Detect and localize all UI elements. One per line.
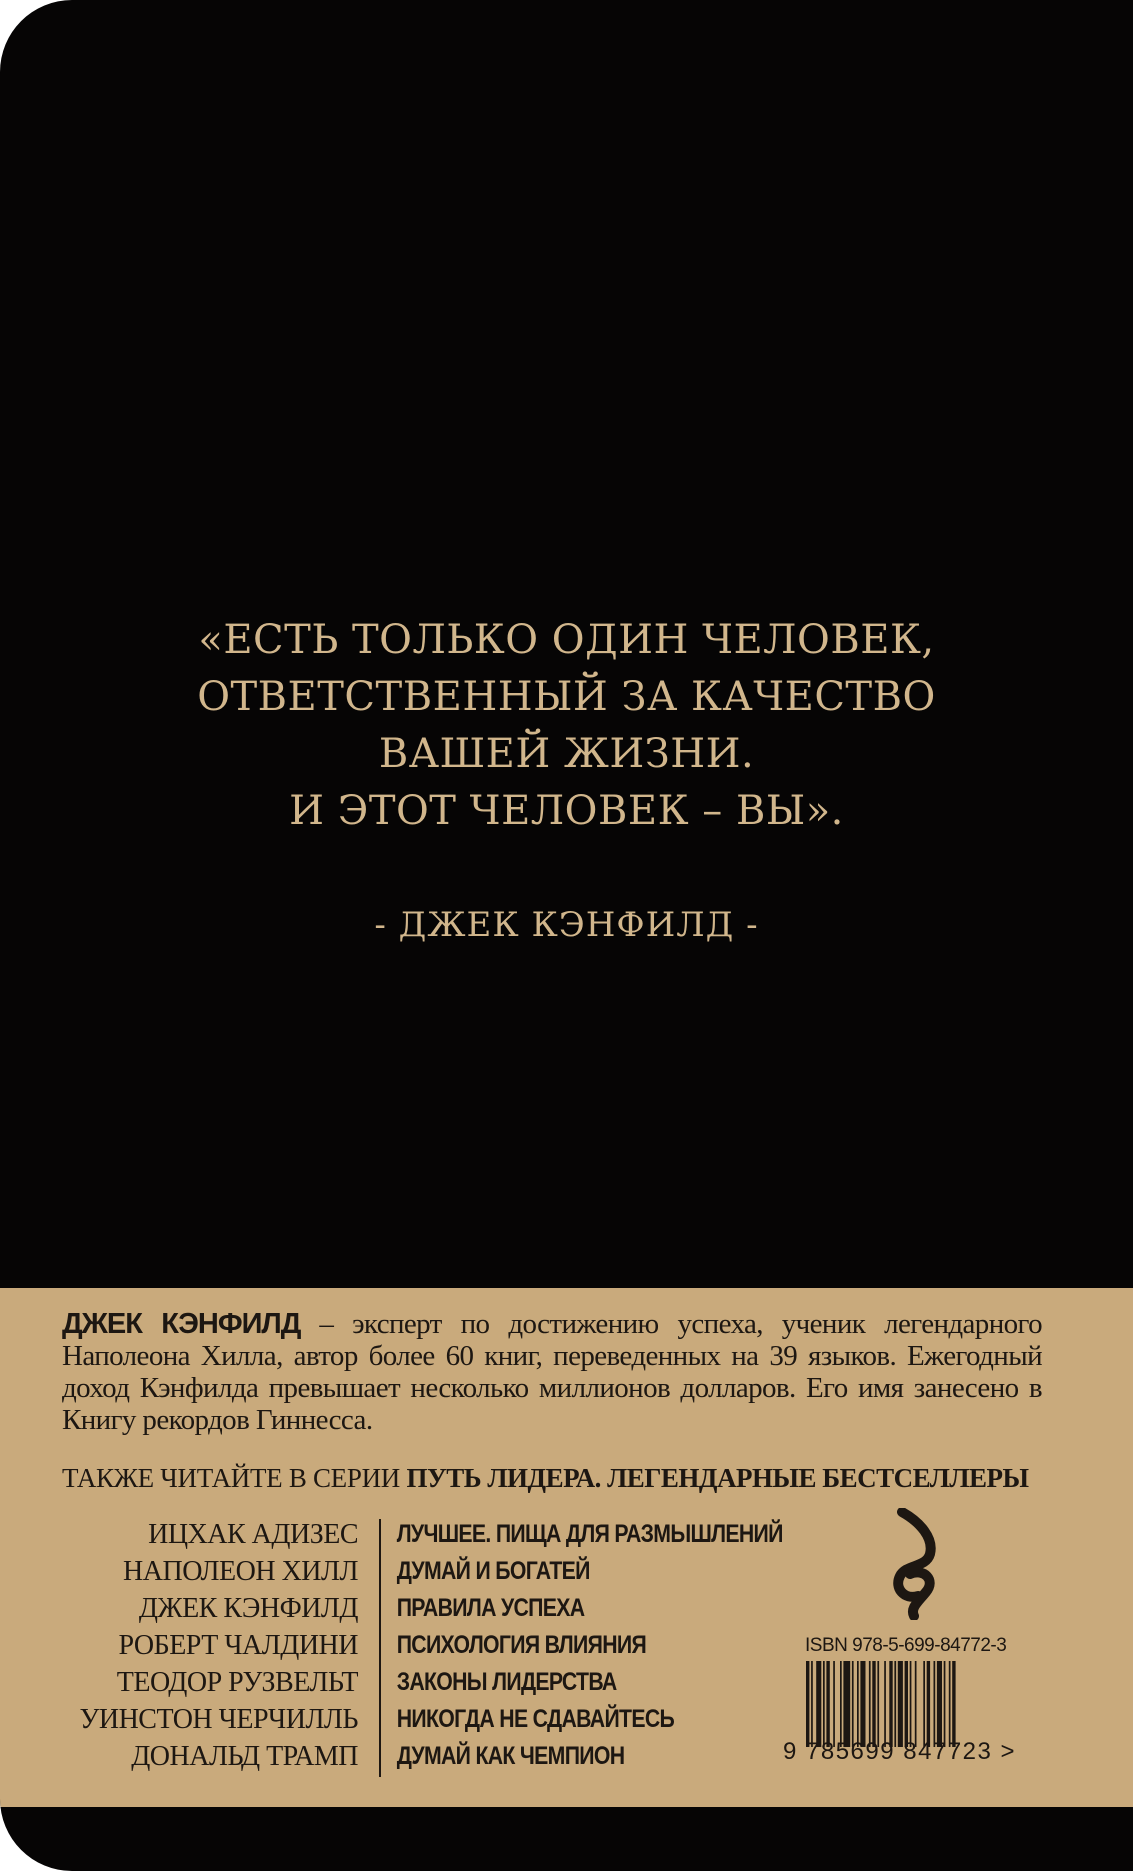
barcode-bar	[934, 1661, 936, 1747]
list-item	[40, 1590, 854, 1627]
barcode-bar	[905, 1661, 908, 1747]
barcode-bar	[927, 1661, 930, 1747]
book-author: ТЕОДОР РУЗВЕЛЬТ	[116, 1666, 358, 1698]
book-title: ЛУЧШЕЕ. ПИЩА ДЛЯ РАЗМЫШЛЕНИЙ	[396, 1520, 783, 1548]
barcode-bar	[889, 1661, 892, 1747]
bio-name: ДЖЕК КЭНФИЛД	[62, 1308, 301, 1340]
list-item	[40, 1701, 854, 1738]
list-item	[40, 1664, 854, 1701]
book-title: ПРАВИЛА УСПЕХА	[396, 1594, 585, 1622]
barcode-bar	[877, 1661, 879, 1747]
barcode-bar	[843, 1661, 850, 1747]
info-band	[0, 1288, 1133, 1807]
quote	[0, 612, 1133, 840]
barcode-bar	[937, 1661, 942, 1747]
barcode-bar	[894, 1661, 896, 1747]
barcode	[806, 1661, 1026, 1747]
book-author: ИЦХАК АДИЗЕС	[148, 1518, 358, 1550]
barcode-bar	[857, 1661, 859, 1747]
book-author: ДЖЕК КЭНФИЛД	[138, 1592, 358, 1624]
series-name: ПУТЬ ЛИДЕРА. ЛЕГЕНДАРНЫЕ БЕСТСЕЛЛЕРЫ	[406, 1463, 1029, 1493]
book-author: РОБЕРТ ЧАЛДИНИ	[118, 1629, 358, 1661]
list-item	[40, 1553, 854, 1590]
barcode-bar	[915, 1661, 917, 1747]
barcode-bar	[833, 1661, 835, 1747]
quote-line: ВАШЕЙ ЖИЗНИ.	[378, 731, 755, 777]
publisher-logo-icon	[880, 1508, 950, 1620]
quote-line: «ЕСТЬ ТОЛЬКО ОДИН ЧЕЛОВЕК,	[198, 617, 935, 663]
barcode-bar	[872, 1661, 875, 1747]
isbn-text: ISBN 978-5-699-84772-3	[805, 1635, 1007, 1656]
list-item	[40, 1738, 854, 1775]
series-prefix: ТАКЖЕ ЧИТАЙТЕ В СЕРИИ	[62, 1463, 407, 1493]
barcode-bar	[852, 1661, 854, 1747]
barcode-bar	[944, 1661, 946, 1747]
book-author: НАПОЛЕОН ХИЛЛ	[123, 1555, 358, 1587]
barcode-bar	[823, 1661, 825, 1747]
barcode-bar	[860, 1661, 865, 1747]
list-item	[40, 1516, 854, 1553]
quote-author: - ДЖЕК КЭНФИЛД -	[374, 905, 759, 945]
barcode-bar	[806, 1661, 809, 1747]
book-author: УИНСТОН ЧЕРЧИЛЛЬ	[79, 1703, 358, 1735]
barcode-bar	[898, 1661, 903, 1747]
bio-text: – эксперт по достижению успеха, ученик легендарного Наполеона Хилла, автор более 60 книг, переведенных на 39 языков. Ежегодный доход Кэнфилда превышает несколько миллионов долларов. Его имя занесено в Книгу рекордов Гиннесса.	[62, 1308, 1043, 1436]
book-title: ЗАКОНЫ ЛИДЕРСТВА	[396, 1668, 617, 1696]
quote-line: И ЭТОТ ЧЕЛОВЕК – ВЫ».	[289, 788, 844, 834]
book-list	[40, 1516, 854, 1775]
barcode-bar	[869, 1661, 871, 1747]
book-title: ДУМАЙ КАК ЧЕМПИОН	[396, 1742, 625, 1770]
quote-line: ОТВЕТСТВЕННЫЙ ЗА КАЧЕСТВО	[197, 674, 936, 720]
list-item	[40, 1627, 854, 1664]
barcode-bar	[949, 1661, 951, 1747]
book-title: ДУМАЙ И БОГАТЕЙ	[396, 1557, 590, 1585]
barcode-bar	[952, 1661, 955, 1747]
book-author: ДОНАЛЬД ТРАМП	[131, 1740, 358, 1772]
barcode-bar	[923, 1661, 925, 1747]
barcode-bar	[840, 1661, 842, 1747]
barcode-bar	[811, 1661, 813, 1747]
book-title: НИКОГДА НЕ СДАВАЙТЕСЬ	[396, 1705, 675, 1733]
barcode-digits: 9 785699 847723 >	[783, 1738, 1017, 1765]
barcode-bar	[816, 1661, 821, 1747]
list-divider	[379, 1519, 381, 1777]
author-bio	[62, 1308, 1042, 1436]
barcode-bar	[826, 1661, 829, 1747]
book-title: ПСИХОЛОГИЯ ВЛИЯНИЯ	[396, 1631, 647, 1659]
barcode-bar	[884, 1661, 886, 1747]
series-line	[62, 1463, 1029, 1494]
barcode-bar	[910, 1661, 912, 1747]
